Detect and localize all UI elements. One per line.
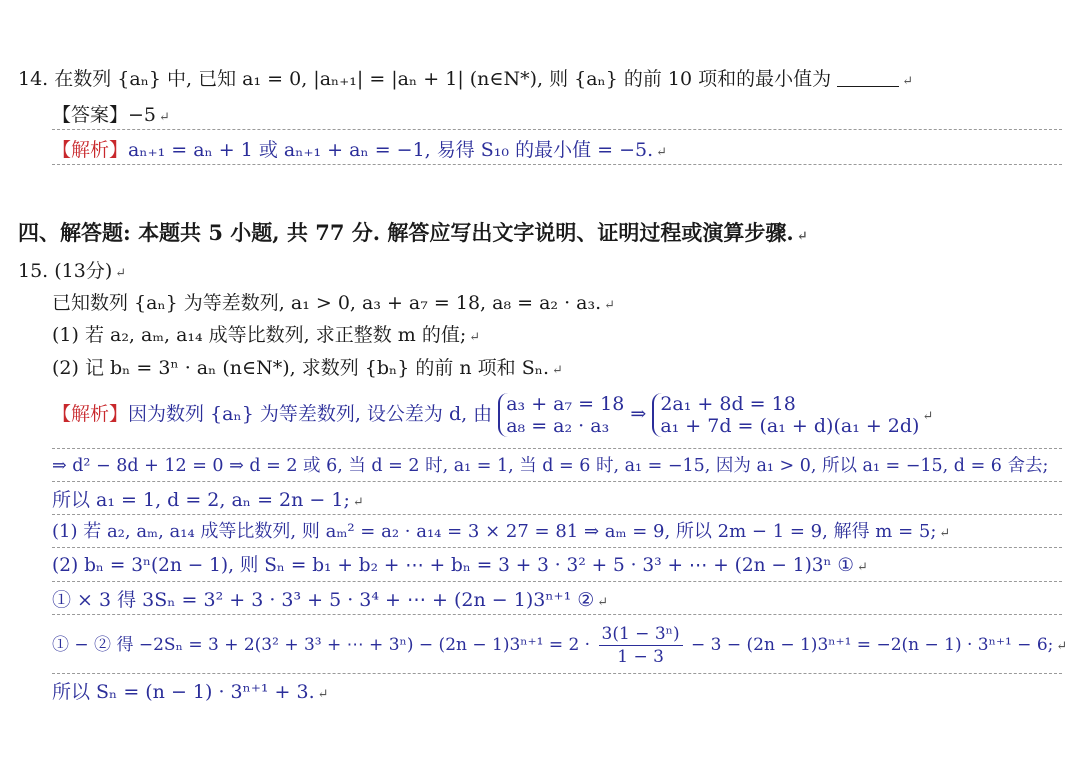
divider	[52, 164, 1062, 165]
paragraph-mark-icon: ↵	[1056, 639, 1068, 654]
divider	[52, 448, 1062, 449]
fraction	[599, 623, 683, 668]
q15-solution-line-3	[52, 519, 950, 547]
implies-arrow: ⇒	[630, 403, 647, 425]
q15-part2-text: (2) 记 bₙ = 3ⁿ · aₙ (n∈N*), 求数列 {bₙ} 的前 n 项和 Sₙ.	[52, 357, 549, 379]
answer-blank	[837, 68, 899, 87]
paragraph-mark-icon: ↵	[604, 298, 616, 313]
q15-solution-line-2	[52, 487, 364, 516]
divider	[52, 614, 1062, 615]
q15-given-text: 已知数列 {aₙ} 为等差数列, a₁ > 0, a₃ + a₇ = 18, a₈ = a₂ · a₃.	[52, 292, 602, 314]
solution-text: 所以 a₁ = 1, d = 2, aₙ = 2n − 1;	[52, 489, 350, 511]
system-row: 2a₁ + 8d = 18	[660, 393, 796, 415]
q15-analysis-label: 【解析】	[52, 403, 129, 425]
q14-stem-line	[18, 66, 913, 95]
q14-analysis-label: 【解析】	[52, 139, 129, 161]
q15-number	[18, 258, 126, 287]
solution-text: (1) 若 a₂, aₘ, a₁₄ 成等比数列, 则 aₘ² = a₂ · a₁₄ = 3 × 27 = 81 ⇒ aₘ = 9, 所以 2m − 1 = 9, 解得 m = 5;	[52, 521, 937, 542]
q15-part2	[52, 355, 563, 384]
paragraph-mark-icon: ↵	[939, 526, 951, 541]
q14-answer-label: 【答案】	[52, 104, 129, 126]
solution-text: (2) bₙ = 3ⁿ(2n − 1), 则 Sₙ = b₁ + b₂ + ⋯ + bₙ = 3 + 3 · 3² + 5 · 3³ + ⋯ + (2n − 1)3ⁿ ①	[52, 555, 855, 576]
equation-system-given	[498, 393, 624, 437]
paragraph-mark-icon: ↵	[656, 145, 668, 160]
q15-solution-line-4	[52, 553, 868, 581]
solution-text: ① − ② 得 −2Sₙ = 3 + 2(3² + 3³ + ⋯ + 3ⁿ) − (2n − 1)3ⁿ⁺¹ = 2 ·	[52, 635, 591, 655]
system-row: a₈ = a₂ · a₃	[506, 415, 610, 437]
q15-solution-line-7	[52, 679, 329, 708]
paragraph-mark-icon: ↵	[597, 595, 609, 610]
divider	[52, 129, 1062, 130]
q14-answer-line	[52, 102, 170, 131]
solution-text: ① × 3 得 3Sₙ = 3² + 3 · 3³ + 5 · 3⁴ + ⋯ + (2n − 1)3ⁿ⁺¹ ②	[52, 589, 595, 611]
q14-analysis-line	[52, 137, 667, 166]
divider	[52, 673, 1062, 674]
paragraph-mark-icon: ↵	[115, 266, 127, 281]
paragraph-mark-icon: ↵	[796, 229, 808, 244]
q15-analysis-intro-line	[52, 393, 933, 437]
q15-solution-line-6	[52, 623, 1067, 668]
paragraph-mark-icon: ↵	[552, 363, 563, 378]
paragraph-mark-icon: ↵	[469, 330, 481, 345]
q15-solution-line-5	[52, 587, 608, 616]
q15-given	[52, 290, 615, 319]
paragraph-mark-icon: ↵	[857, 560, 868, 575]
divider	[52, 547, 1062, 548]
solution-text: − 3 − (2n − 1)3ⁿ⁺¹ = −2(n − 1) · 3ⁿ⁺¹ − 6;	[691, 635, 1054, 655]
q15-number-text: 15. (13分)	[18, 260, 113, 282]
q15-part1	[52, 322, 480, 351]
q14-stem: 14. 在数列 {aₙ} 中, 已知 a₁ = 0, |aₙ₊₁| = |aₙ + 1| (n∈N*), 则 {aₙ} 的前 10 项和的最小值为	[18, 68, 832, 90]
q15-part1-text: (1) 若 a₂, aₘ, a₁₄ 成等比数列, 求正整数 m 的值;	[52, 324, 467, 346]
q15-solution-line-1	[52, 453, 1048, 479]
fraction-numerator: 3(1 − 3ⁿ)	[599, 623, 683, 646]
q15-analysis-intro: 因为数列 {aₙ} 为等差数列, 设公差为 d, 由	[128, 403, 493, 425]
divider	[52, 581, 1062, 582]
paragraph-mark-icon: ↵	[159, 110, 170, 125]
q14-analysis-text: aₙ₊₁ = aₙ + 1 或 aₙ₊₁ + aₙ = −1, 易得 S₁₀ 的最小值 = −5.	[128, 139, 654, 161]
fraction-denominator: 1 − 3	[617, 647, 664, 667]
system-row: a₁ + 7d = (a₁ + d)(a₁ + 2d)	[660, 415, 920, 437]
paragraph-mark-icon: ↵	[922, 409, 934, 424]
solution-text: ⇒ d² − 8d + 12 = 0 ⇒ d = 2 或 6, 当 d = 2 时, a₁ = 1, 当 d = 6 时, a₁ = −15, 因为 a₁ > 0, 所以 a₁ = −15, d = 6 舍去;	[52, 456, 1049, 476]
system-row: a₃ + a₇ = 18	[506, 393, 625, 415]
q14-answer-value: −5	[128, 104, 157, 126]
section-heading-text: 四、解答题: 本题共 5 小题, 共 77 分. 解答应写出文字说明、证明过程或演算步骤.	[18, 220, 794, 245]
divider	[52, 481, 1062, 482]
section-heading	[18, 220, 808, 250]
paragraph-mark-icon: ↵	[352, 495, 364, 510]
solution-text: 所以 Sₙ = (n − 1) · 3ⁿ⁺¹ + 3.	[52, 681, 315, 703]
equation-system-derived	[652, 393, 919, 437]
paragraph-mark-icon: ↵	[902, 74, 914, 89]
divider	[52, 514, 1062, 515]
paragraph-mark-icon: ↵	[317, 687, 329, 702]
